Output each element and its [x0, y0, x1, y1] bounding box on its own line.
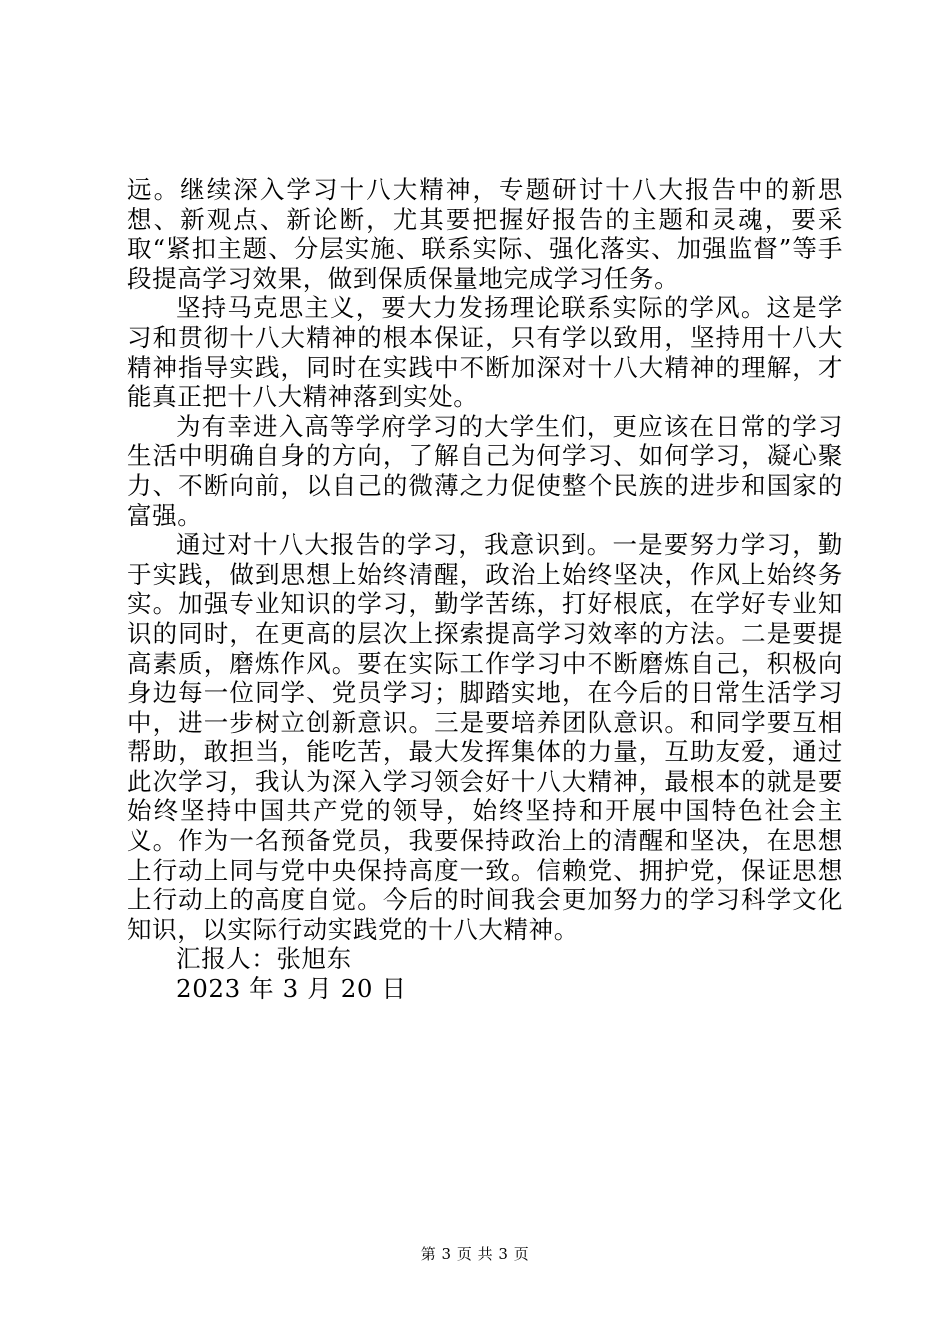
page-footer: 第 3 页 共 3 页 [420, 1245, 530, 1263]
paragraph: 通过对十八大报告的学习，我意识到。一是要努力学习，勤于实践，做到思想上始终清醒，政治上始终坚决，作风上始终务实。加强专业知识的学习，勤学苦练，打好根底，在学好专业知识的同时，在更高的层次上探索提高学习效率的方法。二是要提高素质，磨炼作风。要在实际工作学习中不断磨炼自己，积极向身边每一位同学、党员学习；脚踏实地，在今后的日常生活学习中，进一步树立创新意识。三是要培养团队意识。和同学要互相帮助，敢担当，能吃苦，最大发挥集体的力量，互助友爱，通过此次学习，我认为深入学习领会好十八大精神，最根本的就是要始终坚持中国共产党的领导，始终坚持和开展中国特色社会主义。作为一名预备党员，我要保持政治上的清醒和坚决，在思想上行动上同与党中央保持高度一致。信赖党、拥护党，保证思想上行动上的高度自觉。今后的时间我会更加努力的学习科学文化知识，以实际行动实践党的十八大精神。 [127, 530, 843, 944]
paragraph: 为有幸进入高等学府学习的大学生们，更应该在日常的学习生活中明确自身的方向，了解自己为何学习、如何学习，凝心聚力、不断向前，以自己的微薄之力促使整个民族的进步和国家的富强。 [127, 411, 843, 530]
document-body [127, 175, 843, 1004]
paragraph: 坚持马克思主义，要大力发扬理论联系实际的学风。这是学习和贯彻十八大精神的根本保证，只有学以致用，坚持用十八大精神指导实践，同时在实践中不断加深对十八大精神的理解，才能真正把十八大精神落到实处。 [127, 293, 843, 412]
reporter-signature: 汇报人：张旭东 [176, 944, 352, 974]
paragraph-continued: 远。继续深入学习十八大精神，专题研讨十八大报告中的新思想、新观点、新论断，尤其要把握好报告的主题和灵魂，要采取“紧扣主题、分层实施、联系实际、强化落实、加强监督”等手段提高学习效果，做到保质保量地完成学习任务。 [127, 175, 843, 293]
report-date: 2023 年 3 月 20 日 [176, 974, 407, 1004]
